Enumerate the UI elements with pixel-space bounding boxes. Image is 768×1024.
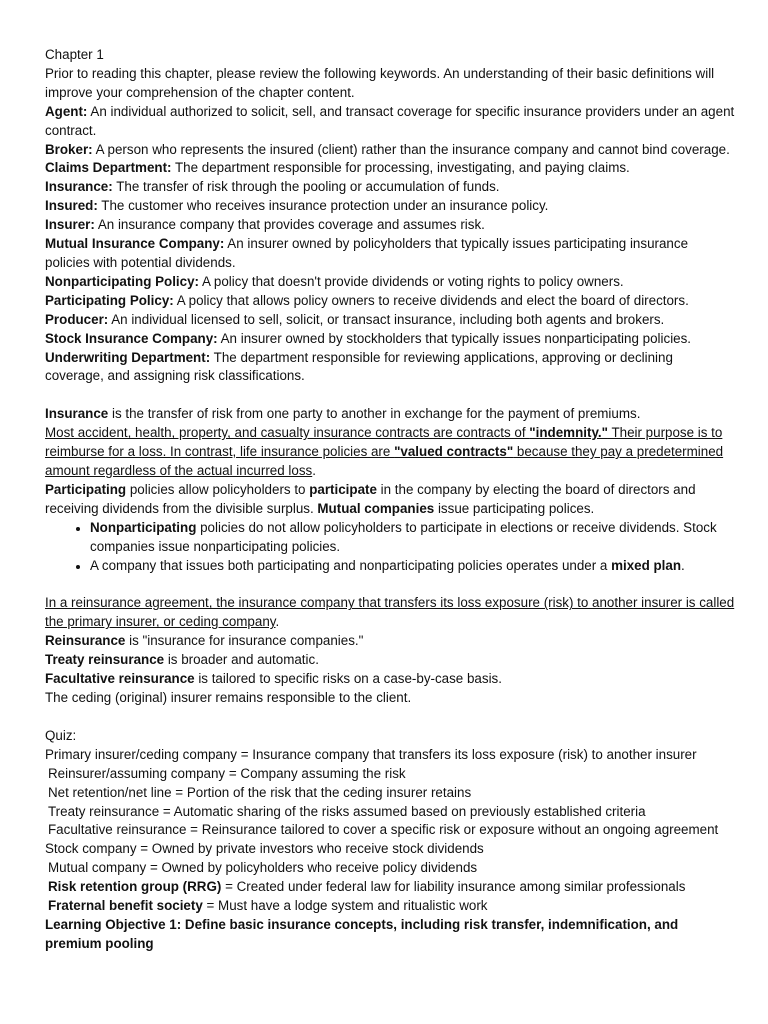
reinsurance-text: is "insurance for insurance companies."	[125, 633, 364, 649]
keyword-item	[45, 216, 735, 235]
keyword-term: Insured:	[45, 198, 98, 214]
indemnity-term: "indemnity."	[529, 425, 608, 441]
treaty-reinsurance-term: Treaty reinsurance	[45, 652, 165, 668]
mixed-plan-period: .	[681, 557, 685, 573]
mutual-companies-term: Mutual companies	[317, 500, 435, 516]
keyword-definition: The department responsible for reviewing applications, approving or declining coverage, and assigning risk classifications.	[45, 349, 673, 384]
treaty-reinsurance-line	[45, 651, 735, 670]
learning-objective-text: Learning Objective 1: Define basic insurance concepts, including risk transfer, indemnification, and premium pooling	[45, 916, 679, 951]
intro-paragraph: Prior to reading this chapter, please review the following keywords. An understanding of their basic definitions will improve your comprehension of the chapter content.	[45, 65, 715, 100]
reinsurance-term: Reinsurance	[45, 633, 126, 649]
keyword-item	[45, 235, 735, 273]
quiz-line: Facultative reinsurance = Reinsurance tailored to cover a specific risk or exposure without an ongoing agreement	[48, 822, 719, 838]
quiz-line: Primary insurer/ceding company = Insurance company that transfers its loss exposure (risk) to another insurer	[45, 746, 697, 762]
quiz-line: Stock company = Owned by private investors who receive stock dividends	[45, 841, 484, 857]
keyword-definition: An individual authorized to solicit, sell, and transact coverage for specific insurance providers under an agent contract.	[45, 103, 735, 138]
indemnity-paragraph	[45, 424, 735, 481]
keyword-item	[45, 197, 735, 216]
keyword-term: Underwriting Department:	[45, 349, 211, 365]
keyword-term: Claims Department:	[45, 160, 172, 176]
keyword-definition: The transfer of risk through the pooling or accumulation of funds.	[112, 179, 500, 195]
reinsurance-intro-text: In a reinsurance agreement, the insurance company that transfers its loss exposure (risk) to another insurer is called the primary insurer, or ceding company	[45, 595, 735, 630]
keyword-term: Participating Policy:	[45, 292, 174, 308]
keyword-term: Broker:	[45, 141, 93, 157]
keyword-definition: An individual licensed to sell, solicit, or transact insurance, including both agents and brokers.	[108, 311, 665, 327]
mixed-plan-text: A company that issues both participating and nonparticipating policies operates under a	[90, 557, 612, 573]
keyword-item	[45, 103, 735, 141]
keyword-term: Stock Insurance Company:	[45, 330, 218, 346]
quiz-line: Mutual company = Owned by policyholders who receive policy dividends	[48, 860, 478, 876]
spacer	[45, 386, 735, 405]
reinsurance-intro	[45, 594, 735, 632]
keyword-term: Insurer:	[45, 217, 95, 233]
keyword-item	[45, 273, 735, 292]
facultative-reinsurance-line	[45, 670, 735, 689]
keyword-item	[45, 292, 735, 311]
keyword-item	[45, 311, 735, 330]
participating-paragraph	[45, 481, 735, 519]
document-page	[45, 46, 735, 954]
keyword-list	[45, 103, 735, 387]
keyword-term: Producer:	[45, 311, 109, 327]
keyword-term: Mutual Insurance Company:	[45, 236, 225, 252]
keyword-definition: The department responsible for processing, investigating, and paying claims.	[171, 160, 630, 176]
indemnity-text-1: Most accident, health, property, and casualty insurance contracts are contracts of	[45, 425, 530, 441]
quiz-label: Quiz:	[45, 727, 77, 743]
insurance-paragraph	[45, 405, 735, 424]
quiz-line-rrg	[45, 878, 735, 897]
keyword-item	[45, 330, 735, 349]
keyword-definition: A policy that allows policy owners to receive dividends and elect the board of directors.	[173, 292, 689, 308]
keyword-item	[45, 159, 735, 178]
keyword-definition: An insurance company that provides coverage and assumes risk.	[94, 217, 485, 233]
indemnity-text-3: because they pay a predetermined amount regardless of the actual incurred loss	[45, 444, 724, 479]
insurance-term: Insurance	[45, 406, 109, 422]
participating-text-2: in the company by electing the board of directors and receiving dividends from the divisible surplus.	[45, 481, 696, 516]
facultative-reinsurance-text: is tailored to specific risks on a case-by-case basis.	[194, 671, 502, 687]
bullet-item-nonparticipating	[90, 519, 735, 557]
learning-objective	[45, 916, 735, 954]
rrg-term: Risk retention group (RRG)	[48, 879, 222, 895]
facultative-reinsurance-term: Facultative reinsurance	[45, 671, 195, 687]
participating-text-1: policies allow policyholders to	[126, 481, 310, 497]
insurance-text: is the transfer of risk from one party to another in exchange for the payment of premiums.	[108, 406, 641, 422]
chapter-title: Chapter 1	[45, 47, 104, 62]
spacer	[45, 575, 735, 594]
quiz-line-fraternal	[45, 897, 735, 916]
keyword-item	[45, 141, 735, 160]
fraternal-term: Fraternal benefit society	[48, 898, 203, 914]
nonparticipating-text: policies do not allow policyholders to participate in elections or receive dividends. Stock companies issue nonparticipating policies.	[90, 519, 717, 554]
keyword-term: Nonparticipating Policy:	[45, 273, 200, 289]
quiz-line: Treaty reinsurance = Automatic sharing of the risks assumed based on previously established criteria	[48, 803, 646, 819]
ceding-line: The ceding (original) insurer remains responsible to the client.	[45, 690, 412, 705]
keyword-definition: The customer who receives insurance protection under an insurance policy.	[97, 198, 549, 214]
fraternal-text: = Must have a lodge system and ritualistic work	[202, 898, 488, 914]
reinsurance-line	[45, 632, 735, 651]
bullet-item-mixed-plan	[90, 557, 735, 576]
reinsurance-intro-period: .	[275, 614, 280, 630]
policy-bullet-list	[45, 519, 735, 576]
rrg-text: = Created under federal law for liability insurance among similar professionals	[221, 879, 686, 895]
indemnity-text-2: Their purpose is to reimburse for a loss. In contrast, life insurance policies are	[45, 425, 723, 460]
nonparticipating-term: Nonparticipating	[90, 519, 197, 535]
participating-text-3: issue participating polices.	[434, 500, 595, 516]
mixed-plan-term: mixed plan	[611, 557, 682, 573]
valued-contracts-term: "valued contracts"	[394, 444, 514, 460]
indemnity-period: .	[312, 463, 316, 479]
keyword-item	[45, 178, 735, 197]
quiz-line: Reinsurer/assuming company = Company assuming the risk	[48, 765, 406, 781]
participate-term: participate	[309, 481, 377, 497]
treaty-reinsurance-text: is broader and automatic.	[164, 652, 319, 668]
quiz-line: Net retention/net line = Portion of the risk that the ceding insurer retains	[48, 784, 472, 800]
spacer	[45, 708, 735, 727]
keyword-definition: An insurer owned by stockholders that typically issues nonparticipating policies.	[217, 330, 692, 346]
keyword-definition: An insurer owned by policyholders that typically issues participating insurance policies with potential dividends.	[45, 236, 689, 270]
keyword-term: Insurance:	[45, 179, 113, 195]
keyword-definition: A person who represents the insured (client) rather than the insurance company and cannot bind coverage.	[92, 141, 730, 157]
keyword-definition: A policy that doesn't provide dividends or voting rights to policy owners.	[199, 273, 624, 289]
keyword-term: Agent:	[45, 103, 88, 119]
participating-term: Participating	[45, 481, 127, 497]
keyword-item	[45, 349, 735, 387]
